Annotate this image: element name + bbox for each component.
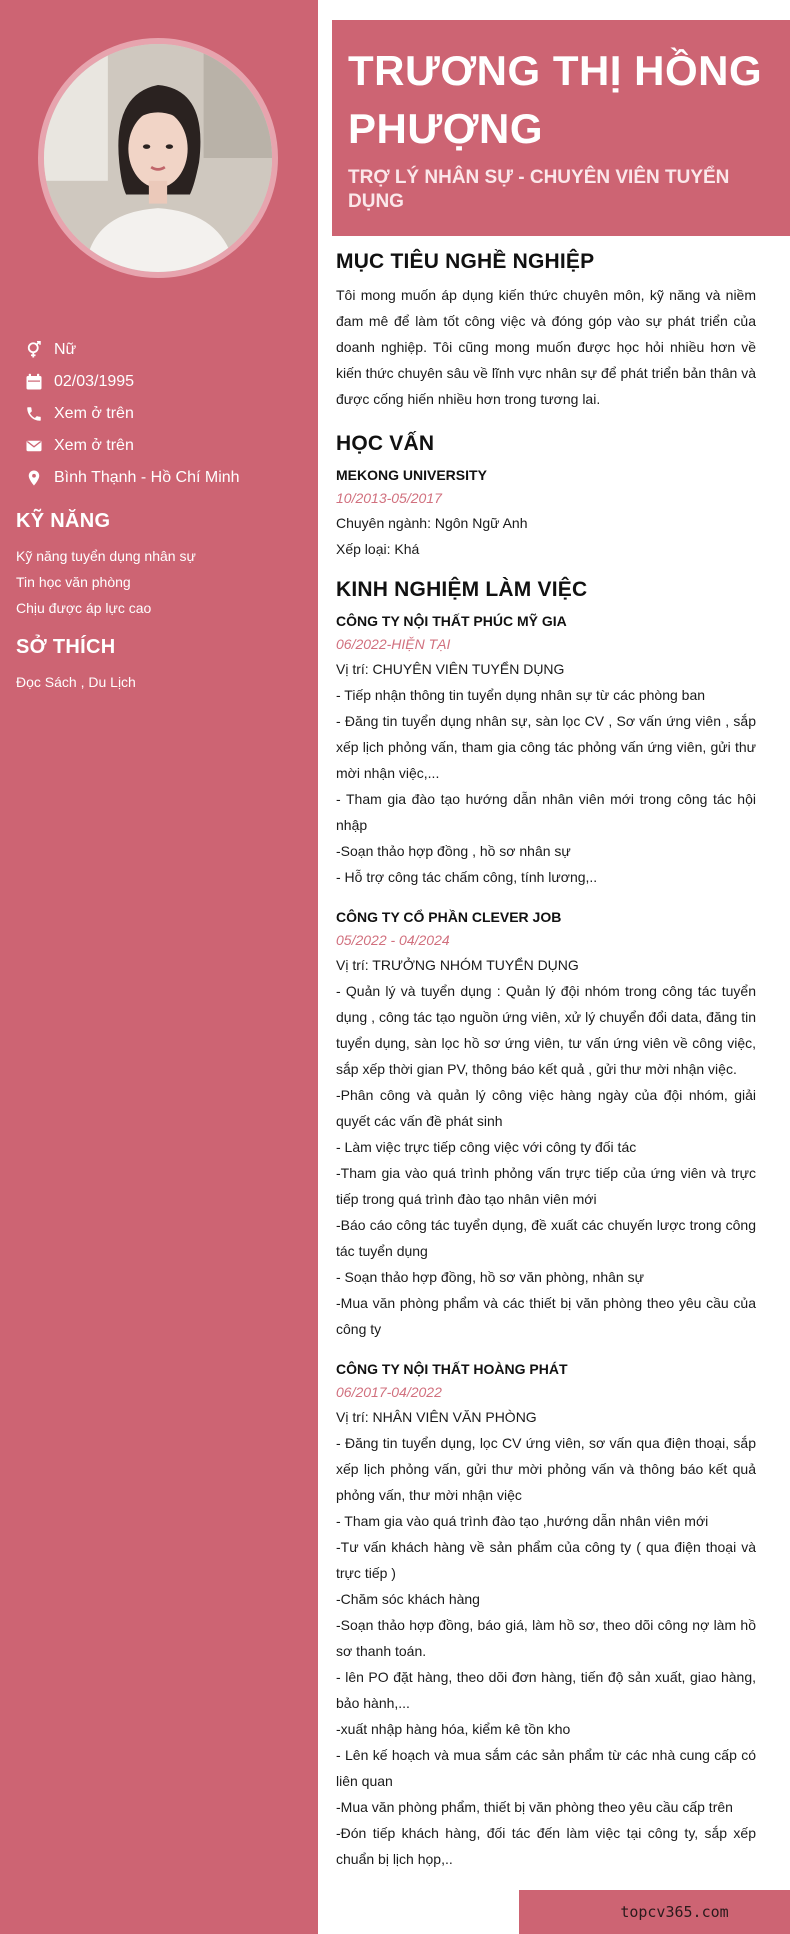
- education-title: HỌC VẤN: [336, 432, 435, 455]
- job-entry: [336, 1358, 756, 1872]
- company-name: CÔNG TY CỔ PHẦN CLEVER JOB: [336, 909, 562, 925]
- skill-item: Tin học văn phòng: [16, 574, 131, 590]
- full-name: TRƯƠNG THỊ HỒNG PHƯỢNG: [348, 47, 763, 152]
- job-period: 06/2022-HIỆN TẠI: [336, 636, 451, 652]
- job-duty: - Đăng tin tuyển dụng nhân sự, sàn lọc CV , Sơ vấn ứng viên , sắp xếp lịch phỏng vấn, tham gia công tác phỏng vấn ứng viên, gửi thư mời nhận việc,...: [336, 713, 756, 781]
- job-duty: -Mua văn phòng phẩm, thiết bị văn phòng theo yêu cầu cấp trên: [336, 1799, 733, 1815]
- job-duty: -Soạn thảo hợp đồng , hồ sơ nhân sự: [336, 843, 571, 859]
- education-major: Chuyên ngành: Ngôn Ngữ Anh: [336, 515, 528, 531]
- company-name: CÔNG TY NỘI THẤT HOÀNG PHÁT: [336, 1361, 568, 1377]
- job-position: Vị trí: TRƯỞNG NHÓM TUYỂN DỤNG: [336, 957, 579, 973]
- avatar: [38, 38, 278, 278]
- job-duty: -Tham gia vào quá trình phỏng vấn trực tiếp của ứng viên và trực tiếp trong quá trình đào tạo nhân viên mới: [336, 1165, 756, 1207]
- objective-title: MỤC TIÊU NGHỀ NGHIỆP: [336, 250, 595, 273]
- job-duty: -Tư vấn khách hàng về sản phẩm của công ty ( qua điện thoại và trực tiếp ): [336, 1539, 756, 1581]
- job-duty: - Soạn thảo hợp đồng, hồ sơ văn phòng, nhân sự: [336, 1269, 644, 1285]
- gender-icon: [24, 340, 44, 360]
- job-duty: -Đón tiếp khách hàng, đối tác đến làm việc tại công ty, sắp xếp chuẩn bị lịch họp,..: [336, 1825, 756, 1867]
- contact-email-value: Xem ở trên: [54, 437, 134, 454]
- job-duty: - lên PO đặt hàng, theo dõi đơn hàng, tiến độ sản xuất, giao hàng, bảo hành,...: [336, 1669, 756, 1711]
- education-section: [336, 432, 756, 562]
- job-duty: -Báo cáo công tác tuyển dụng, đề xuất các chuyến lược trong công tác tuyển dụng: [336, 1217, 756, 1259]
- job-entry: [336, 610, 756, 890]
- company-name: CÔNG TY NỘI THẤT PHÚC MỸ GIA: [336, 613, 567, 629]
- hobbies-section: [16, 636, 306, 695]
- phone-icon: [24, 404, 44, 424]
- job-duty: -Mua văn phòng phẩm và các thiết bị văn phòng theo yêu cầu của công ty: [336, 1295, 756, 1337]
- contact-list: [24, 334, 304, 494]
- experience-title: KINH NGHIỆM LÀM VIỆC: [336, 578, 588, 601]
- objective-section: [336, 250, 756, 412]
- skills-section: [16, 510, 306, 621]
- email-icon: [24, 436, 44, 456]
- experience-section: [336, 578, 756, 1872]
- contact-address-value: Bình Thạnh - Hồ Chí Minh: [54, 469, 240, 486]
- job-period: 06/2017-04/2022: [336, 1384, 442, 1400]
- skills-title: KỸ NĂNG: [16, 510, 111, 532]
- education-grade: Xếp loại: Khá: [336, 541, 420, 557]
- main-content: [336, 250, 756, 1888]
- job-duty: - Đăng tin tuyển dụng, lọc CV ứng viên, sơ vấn qua điện thoại, sắp xếp lịch phỏng vấn, gửi thư mời phỏng vấn và thông báo kết quả phỏng vấn, thư mời nhận việc: [336, 1435, 756, 1503]
- job-entry: [336, 906, 756, 1342]
- job-duty: -Chăm sóc khách hàng: [336, 1591, 480, 1607]
- contact-address: [24, 462, 304, 494]
- job-duty: - Tiếp nhận thông tin tuyển dụng nhân sự từ các phòng ban: [336, 687, 706, 703]
- calendar-icon: [24, 372, 44, 392]
- contact-phone-value: Xem ở trên: [54, 405, 134, 422]
- contact-phone[interactable]: [24, 398, 304, 430]
- job-position: Vị trí: CHUYÊN VIÊN TUYỂN DỤNG: [336, 661, 565, 677]
- hobby-item: Đọc Sách , Du Lịch: [16, 674, 136, 690]
- contact-gender-value: Nữ: [54, 341, 77, 358]
- contact-birthday: [24, 366, 304, 398]
- location-icon: [24, 468, 44, 488]
- job-title: TRỢ LÝ NHÂN SỰ - CHUYÊN VIÊN TUYỂN DỤNG: [348, 167, 730, 212]
- watermark: topcv365.com: [519, 1890, 790, 1934]
- portrait-photo-icon: [44, 44, 272, 272]
- contact-email[interactable]: [24, 430, 304, 462]
- skill-item: Chịu được áp lực cao: [16, 600, 152, 616]
- job-duty: -Phân công và quản lý công việc hàng ngày của đội nhóm, giải quyết các vấn đề phát sinh: [336, 1087, 756, 1129]
- job-duty: - Tham gia đào tạo hướng dẫn nhân viên mới trong công tác hội nhập: [336, 791, 756, 833]
- education-period: 10/2013-05/2017: [336, 490, 442, 506]
- job-duty: -xuất nhập hàng hóa, kiểm kê tồn kho: [336, 1721, 571, 1737]
- job-duty: - Hỗ trợ công tác chấm công, tính lương,..: [336, 869, 598, 885]
- job-period: 05/2022 - 04/2024: [336, 932, 450, 948]
- job-duty: - Tham gia vào quá trình đào tạo ,hướng dẫn nhân viên mới: [336, 1513, 709, 1529]
- skill-item: Kỹ năng tuyển dụng nhân sự: [16, 548, 196, 564]
- name-header: [332, 20, 790, 236]
- school-name: MEKONG UNIVERSITY: [336, 467, 487, 483]
- objective-text: Tôi mong muốn áp dụng kiến thức chuyên môn, kỹ năng và niềm đam mê để làm tốt công việc và đóng góp vào sự phát triển của doanh nghiệp. Tôi cũng mong muốn được học hỏi nhiều hơn về kiến thức chuyên sâu về lĩnh vực nhân sự để phát triển bản thân và được cống hiến nhiều hơn trong tương lai.: [336, 287, 756, 407]
- job-duty: - Lên kế hoạch và mua sắm các sản phẩm từ các nhà cung cấp có liên quan: [336, 1747, 756, 1789]
- contact-gender: [24, 334, 304, 366]
- sidebar: [0, 0, 318, 1934]
- job-position: Vị trí: NHÂN VIÊN VĂN PHÒNG: [336, 1409, 537, 1425]
- job-duty: - Làm việc trực tiếp công việc với công ty đối tác: [336, 1139, 637, 1155]
- job-duty: - Quản lý và tuyển dụng : Quản lý đội nhóm trong công tác tuyển dụng , công tác tạo nguồn ứng viên, xử lý chuyển đổi data, đăng tin tuyển dụng, sàn lọc hồ sơ ứng viên, tư vấn ứng viên về công việc, sắp xếp thời gian PV, thông báo kết quả , gửi thư mời nhận việc.: [336, 983, 756, 1077]
- contact-birthday-value: 02/03/1995: [54, 373, 135, 390]
- job-duty: -Soạn thảo hợp đồng, báo giá, làm hồ sơ, theo dõi công nợ làm hồ sơ thanh toán.: [336, 1617, 756, 1659]
- hobbies-title: SỞ THÍCH: [16, 636, 116, 658]
